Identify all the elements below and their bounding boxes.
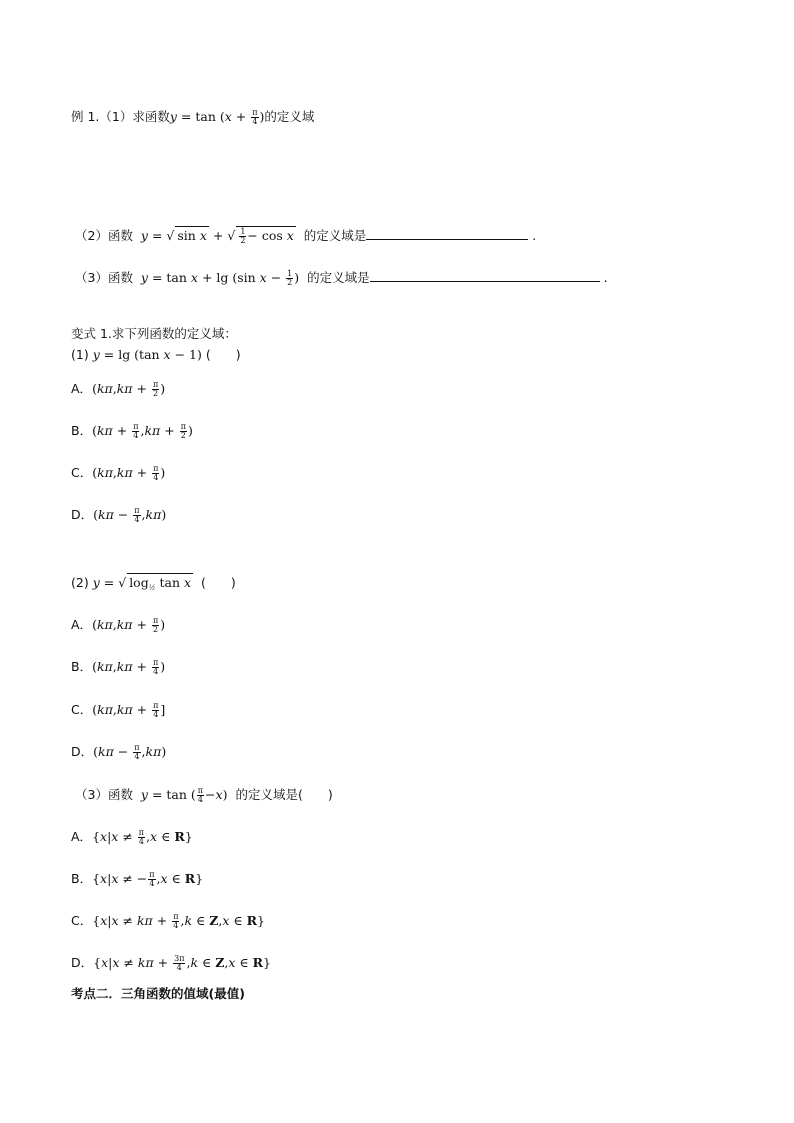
option-label: C．	[71, 913, 93, 928]
option-formula: (kπ + $\frac{\pi}{4}$ ,kπ + $\frac{\pi}{2}$ )	[92, 422, 193, 440]
option-label: C．	[71, 465, 93, 480]
option-label: D．	[71, 507, 94, 522]
variant-q1	[71, 346, 241, 364]
q1-paren: ( )	[205, 347, 241, 362]
answer-blank-3[interactable]	[370, 268, 600, 282]
option-formula: (kπ,kπ + $\frac{\pi}{2}$ )	[92, 616, 166, 634]
example1-part1	[71, 108, 314, 126]
variant-q2	[71, 573, 236, 597]
option-label: C．	[71, 702, 93, 717]
answer-blank-2[interactable]	[366, 226, 528, 240]
option-formula: {x|x ≠ $\frac{\pi}{4}$ ,x ∈ R}	[92, 828, 193, 846]
q3-option-a[interactable]	[71, 828, 193, 846]
option-formula: (kπ,kπ + $\frac{\pi}{4}$ )	[92, 464, 166, 482]
option-formula: (kπ,kπ + $\frac{\pi}{4}$ )	[92, 658, 166, 676]
option-formula: (kπ − $\frac{\pi}{4}$ ,kπ)	[93, 506, 167, 524]
option-formula: (kπ,kπ + $\frac{\pi}{2}$ )	[92, 380, 166, 398]
option-formula: {x|x ≠ kπ + $\frac{3\pi}{4}$ ,k ∈ Z,x ∈ R}	[93, 954, 271, 972]
section2-heading: 考点二．三角函数的值域(最值)	[71, 986, 245, 1001]
option-label: A．	[71, 617, 93, 632]
q1-option-b[interactable]	[71, 422, 193, 440]
q3-suffix: 的定义域是( )	[235, 787, 333, 802]
example1-part3	[75, 268, 608, 287]
example1-suffix: 的定义域	[264, 109, 315, 124]
option-formula: {x|x ≠ − $\frac{\pi}{4}$ ,x ∈ R}	[92, 870, 204, 888]
formula-q2: y = √ $\log_{\frac{1}{2}} \tan x$	[93, 575, 193, 590]
option-formula: (kπ,kπ + $\frac{\pi}{4}$ ]	[92, 701, 166, 719]
q2-option-c[interactable]	[71, 701, 165, 719]
option-formula: (kπ − $\frac{\pi}{4}$ ,kπ)	[93, 743, 167, 761]
option-label: B．	[71, 423, 93, 438]
variant-q3	[75, 786, 333, 804]
period-2: .	[532, 228, 537, 243]
part2-prefix: （2）函数	[75, 228, 133, 243]
formula-q1: y = lg (tan x − 1)	[92, 347, 202, 362]
q2-prefix: (2)	[71, 575, 89, 590]
formula-1: y = tan (x + $\frac{\pi}{4}$ )	[169, 108, 265, 126]
example1-part2	[75, 226, 536, 245]
q2-option-d[interactable]	[71, 743, 166, 761]
q1-option-d[interactable]	[71, 506, 166, 524]
option-label: D．	[71, 955, 94, 970]
q1-prefix: (1)	[71, 347, 89, 362]
part2-suffix: 的定义域是	[303, 228, 367, 243]
formula-2: y = √ sin x + √ $\frac{1}{2}$ − cos x	[140, 227, 294, 245]
option-label: A．	[71, 829, 93, 844]
part3-suffix: 的定义域是	[307, 270, 370, 285]
q3-option-c[interactable]	[71, 912, 265, 930]
part3-prefix: （3）函数	[75, 270, 133, 285]
option-label: D．	[71, 744, 94, 759]
q2-option-b[interactable]	[71, 658, 165, 676]
period-3: .	[603, 270, 608, 285]
q2-paren: ( )	[201, 575, 236, 590]
option-label: B．	[71, 659, 93, 674]
q3-option-d[interactable]	[71, 954, 271, 972]
q2-option-a[interactable]	[71, 616, 165, 634]
q3-option-b[interactable]	[71, 870, 203, 888]
q3-prefix: （3）函数	[75, 787, 133, 802]
example1-heading: 例 1.（1）求函数	[71, 109, 170, 124]
q1-option-a[interactable]	[71, 380, 165, 398]
option-label: B．	[71, 871, 93, 886]
variant-heading: 变式 1.求下列函数的定义域：	[71, 326, 237, 341]
formula-3: y = tan x + lg (sin x − $\frac{1}{2}$ )	[140, 269, 300, 287]
option-formula: {x|x ≠ kπ + $\frac{\pi}{4}$ ,k ∈ Z,x ∈ R}	[92, 912, 265, 930]
option-label: A．	[71, 381, 93, 396]
q1-option-c[interactable]	[71, 464, 165, 482]
formula-q3: y = tan ( $\frac{\pi}{4}$ −x)	[140, 786, 228, 804]
